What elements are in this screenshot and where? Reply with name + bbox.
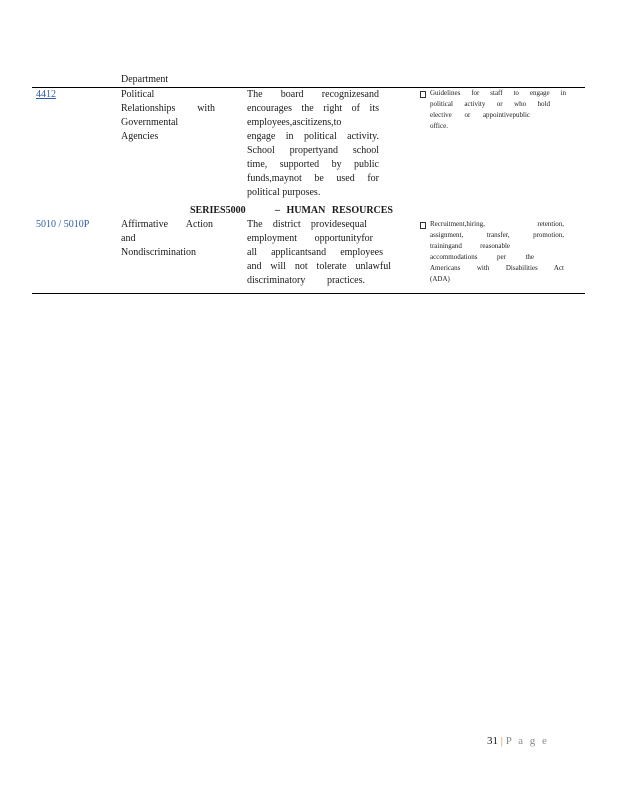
summary-line: discriminatory practices. bbox=[247, 275, 365, 286]
notes-line: Recruitment,hiring, retention, bbox=[430, 220, 564, 228]
notes-line: political activity or who hold bbox=[430, 100, 550, 108]
summary-line: and will not tolerate unlawful bbox=[247, 261, 391, 272]
bullet-icon bbox=[420, 91, 426, 98]
summary-line: employment opportunityfor bbox=[247, 233, 373, 244]
title-line: Nondiscrimination bbox=[121, 247, 196, 258]
page-footer bbox=[487, 735, 549, 747]
policy-link-5010[interactable]: 5010 / 5010P bbox=[36, 219, 90, 230]
title-line: Political bbox=[121, 89, 155, 100]
summary-line: encourages the right of its bbox=[247, 103, 379, 114]
category-label-department: Department bbox=[121, 74, 169, 85]
summary-line: School propertyand school bbox=[247, 145, 379, 156]
policy-notes bbox=[430, 88, 566, 132]
footer-separator: | bbox=[500, 735, 503, 747]
summary-line: employees,ascitizens,to bbox=[247, 117, 342, 128]
table-bottom-border bbox=[32, 293, 585, 294]
summary-line: The board recognizesand bbox=[247, 89, 379, 100]
summary-line: The district providesequal bbox=[247, 219, 367, 230]
policy-title bbox=[121, 218, 213, 260]
notes-line: trainingand reasonable bbox=[430, 242, 510, 250]
notes-line: accommodations per the bbox=[430, 253, 534, 261]
series-header-number: SERIES5000 bbox=[190, 205, 246, 216]
title-line: Affirmative Action bbox=[121, 219, 213, 230]
notes-line: (ADA) bbox=[430, 275, 450, 283]
notes-line: elective or appointivepublic bbox=[430, 111, 530, 119]
summary-line: political purposes. bbox=[247, 187, 321, 198]
summary-line: engage in political activity. bbox=[247, 131, 379, 142]
policy-summary bbox=[247, 88, 379, 200]
policy-notes bbox=[430, 219, 564, 285]
summary-line: funds,maynot be used for bbox=[247, 173, 379, 184]
notes-line: office. bbox=[430, 122, 448, 130]
policy-summary bbox=[247, 218, 391, 288]
title-line: Governmental bbox=[121, 117, 179, 128]
notes-line: assignment, transfer, promotion, bbox=[430, 231, 564, 239]
policy-link-4412[interactable]: 4412 bbox=[36, 89, 56, 100]
summary-line: all applicantsand employees bbox=[247, 247, 383, 258]
title-line: Relationships with bbox=[121, 103, 215, 114]
title-line: and bbox=[121, 233, 136, 244]
series-header-title: – HUMAN RESOURCES bbox=[275, 205, 393, 216]
page-number: 31 bbox=[487, 735, 498, 747]
notes-line: Americans with Disabilities Act bbox=[430, 264, 564, 272]
notes-line: Guidelines for staff to engage in bbox=[430, 89, 566, 97]
title-line: Agencies bbox=[121, 131, 159, 142]
summary-line: time, supported by public bbox=[247, 159, 379, 170]
bullet-icon bbox=[420, 222, 426, 229]
policy-title bbox=[121, 88, 215, 144]
page-label: P a g e bbox=[505, 735, 549, 747]
